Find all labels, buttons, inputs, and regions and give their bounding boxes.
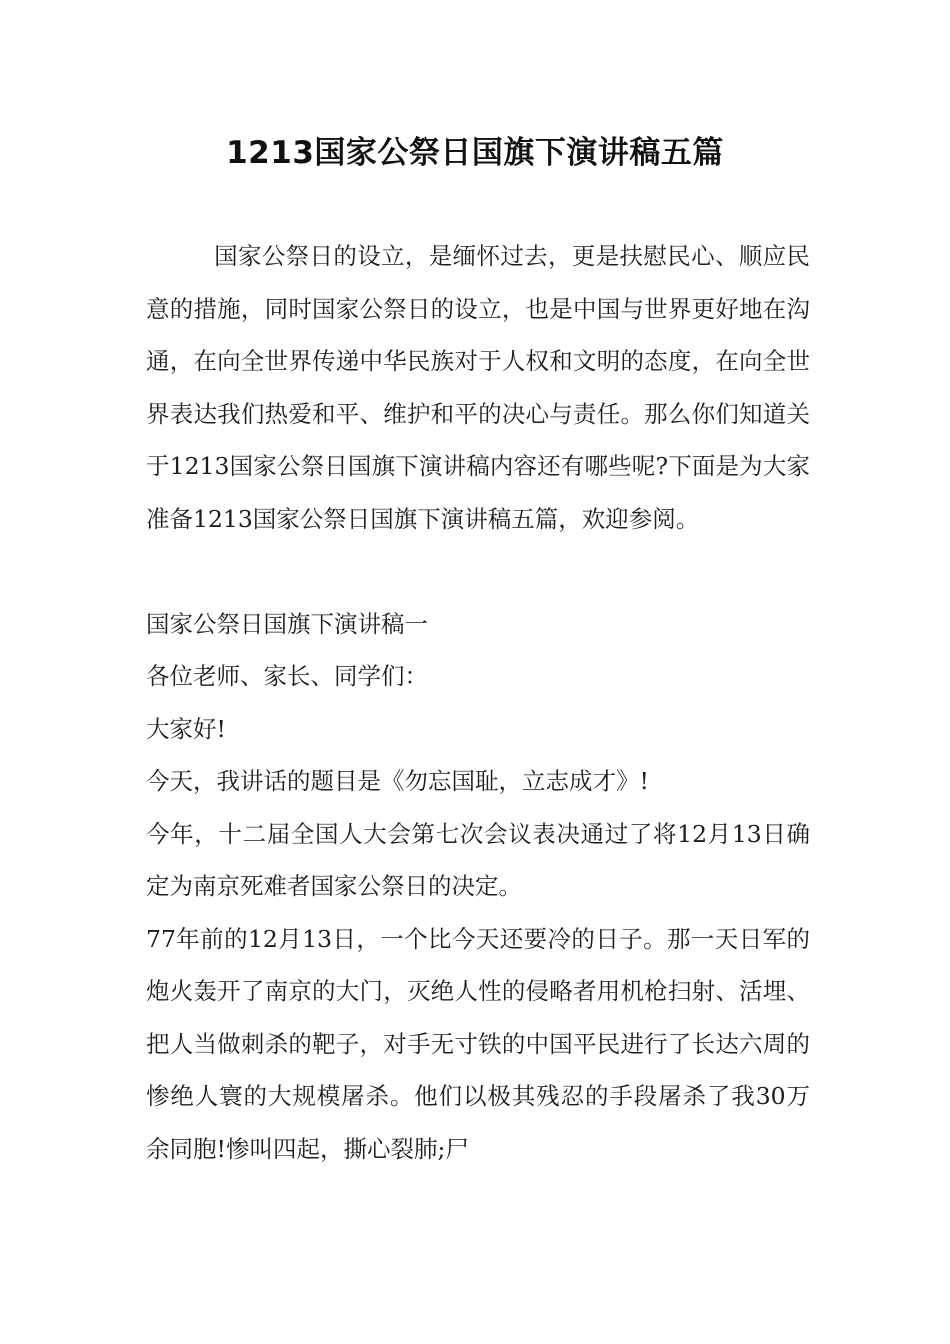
hello-line: 大家好! (146, 714, 226, 743)
section-heading: 国家公祭日国旗下演讲稿一 (146, 609, 428, 638)
greeting-line: 各位老师、家长、同学们： (146, 662, 428, 690)
intro-paragraph: 国家公祭日的设立，是缅怀过去，更是扶慰民心、顺应民意的措施，同时国家公祭日的设立，也是中国与世界更好地在沟通，在向全世界传递中华民族对于人权和文明的态度，在向全世界表达我们热爱和平、维护和平的决心与责任。那么你们知道关于1213国家公祭日国旗下演讲稿内容还有哪些呢?下面是为大家准备1213国家公祭日国旗下演讲稿五篇，欢迎参阅。 (146, 242, 810, 533)
topic-line: 今天，我讲话的题目是《勿忘国耻，立志成才》! (146, 767, 649, 795)
paragraph-gap (146, 545, 810, 598)
document-title: 1213国家公祭日国旗下演讲稿五篇 (226, 135, 724, 171)
body-paragraph: 77年前的12月13日，一个比今天还要冷的日子。那一天日军的炮火轰开了南京的大门，灭绝人性的侵略者用机枪扫射、活埋、把人当做刺杀的靶子，对手无寸铁的中国平民进行了长达六周的惨绝人寰的大规模屠杀。他们以极其残忍的手段屠杀了我30万余同胞!惨叫四起，撕心裂肺;尸 (146, 924, 810, 1163)
document-body (146, 230, 810, 1175)
body-paragraph: 今年，十二届全国人大会第七次会议表决通过了将12月13日确定为南京死难者国家公祭日的决定。 (146, 819, 810, 900)
